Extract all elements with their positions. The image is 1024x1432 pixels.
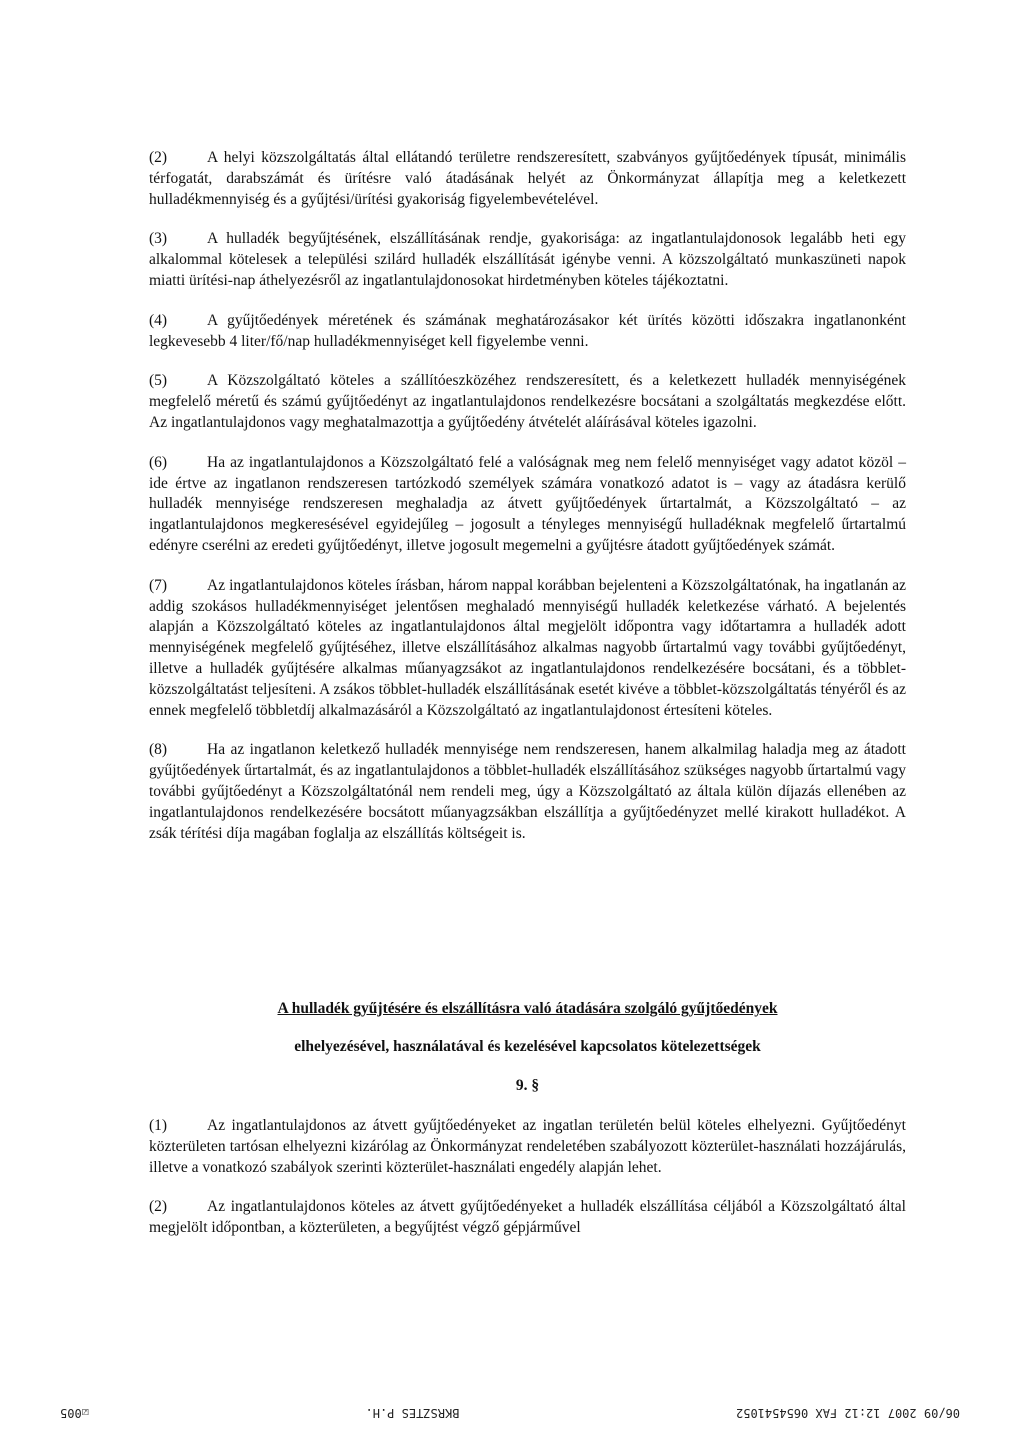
paragraph-9-2 [149, 1197, 906, 1239]
paragraph-number: (2) [149, 1198, 168, 1216]
text-block-bottom [149, 1116, 906, 1258]
paragraph-text: Az ingatlantulajdonos az átvett gyűjtőedényeket az ingatlan területén belül köteles elhelyezni. Gyűjtőedényt közterületen tartósan elhelyezni kizárólag az Önkormányzat rendeletében szabályozott közterület-használati hozzájárulás, illetve a vonatkozó szabályok szerinti közterület-használati engedély alapján lehet. [149, 1117, 906, 1176]
paragraph-text: Ha az ingatlantulajdonos a Közszolgáltató felé a valóságnak meg nem felelő mennyiséget vagy adatot közöl – ide értve az ingatlanon rendszeresen tartózkodó személyek számára vonatkozó adatot is – vagy az átadásra kerülő hulladék mennyisége rendszeresen meghaladja az átvett gyűjtőedények űrtartalmát, a Közszolgáltató – az ingatlantulajdonos megkeresésével egyidejűleg – jogosult a tényleges mennyiségű hulladéknak megfelelő űrtartalmú edényre cserélni az eredeti gyűjtőedényt, illetve jogosult megemelni a gyűjtésre átadott gyűjtőedények számát. [149, 453, 906, 554]
paragraph-text: Ha az ingatlanon keletkező hulladék mennyisége nem rendszeresen, hanem alkalmilag haladja meg az átadott gyűjtőedények űrtartalmát, és az ingatlantulajdonos a többlet-hulladék elszállításához szükséges nagyobb űrtartalmú vagy további gyűjtőedényt a Közszolgáltatónál nem rendeli meg, úgy a Közszolgáltató az általa külön díjazás ellenében az ingatlantulajdonos rendelkezésére bocsátott műanyagzsákban elszállítja a gyűjtőedényzet mellé kirakott hulladékot. A zsák térítési díja magában foglalja az elszállítás költségeit is. [149, 741, 906, 842]
paragraph-number: (1) [149, 1117, 168, 1134]
paragraph-text: Az ingatlantulajdonos köteles az átvett gyűjtőedényeket a hulladék elszállítása céljából a Közszolgáltató által megjelölt időpontban, a közterületen, a begyűjtést végző gépjármű​vel [149, 1198, 906, 1237]
paragraph-5 [149, 371, 906, 433]
paragraph-8 [149, 740, 906, 844]
paragraph-number: (2) [149, 149, 168, 166]
paragraph-number: (8) [149, 741, 168, 759]
paragraph-4 [149, 311, 906, 353]
fax-header-strip [60, 1406, 960, 1420]
paragraph-number: (5) [149, 372, 168, 390]
paragraph-number: (4) [149, 311, 168, 329]
paragraph-number: (6) [149, 453, 168, 471]
section-heading-line2: elhelyezésével, használatával és kezelésével kapcsolatos kötelezettségek [294, 1038, 761, 1055]
fax-sender: BKRSZTES P.H. [365, 1406, 460, 1420]
paragraph-7 [149, 576, 906, 722]
fax-timestamp: 06/09 2007 12:12 FAX 06545410​52 [736, 1406, 960, 1420]
paragraph-text: A Közszolgáltató köteles a szállítóeszközéhez rendszeresített, és a keletkezett hulladék mennyiségének megfelelő méretű és számú gyűjtőedényt az ingatlantulajdonos rendelkezésre bocsátani a szolgáltatás megkezdése előtt. Az ingatlantulajdonos vagy meghatalmazottja a gyűjtőedény átvételét aláírásával köteles igazolni. [149, 372, 906, 431]
paragraph-3 [149, 229, 906, 291]
paragraph-2 [149, 148, 906, 210]
paragraph-text: A helyi közszolgáltatás által ellátandó területre rendszeresített, szabványos gyűjtőedények típusát, minimális térfogatát, darabszámát és ürítésre való átadásának helyét az Önkormányzat állapítja meg a keletkezett hulladékmennyiség és a gyűjtési/ürítési gyakoriság figyelembevételével. [149, 149, 906, 208]
fax-page-number: ☑005 [60, 1406, 89, 1420]
paragraph-text: Az ingatlantulajdonos köteles írásban, három nappal korábban bejelenteni a Közszolgáltatónak, ha ingatlanán az addig szokásos hulladékmennyiséget jelentősen meghaladó mennyiségű hulladék keletkezése várható. A bejelentés alapján a Közszolgáltató köteles az ingatlantulajdonos által megjelölt időpontra vagy időtartamra a hulladék adott mennyiségének megfelelő gyűjtéséhez, illetve elszállításához alkalmas nagyobb űrtartalmú vagy további gyűjtőedényt, illetve a hulladék gyűjtésére alkalmas műanyagzsákot az ingatlantulajdonos rendelkezésére bocsátani, és a többlet-közszolgáltatást teljesíteni. A zsákos többlet-hulladék elszállításának esetét kivéve a többlet-közszolgáltatás tényéről és az ennek megfelelő többletdíj alkalmazásáról a Közszolgáltató az ingatlantulajdonost értesíteni köteles. [149, 576, 906, 719]
section-heading-line1: A hulladék gyűjtésére és elszállításra való átadására szolgáló gyűjtőedények [277, 1000, 778, 1017]
paragraph-text: A gyűjtőedények méretének és számának meghatározásakor két ürítés közötti időszakra ingatlanonként legkevesebb 4 liter/fő/nap hulladékmennyiséget kell figyelembe venni. [149, 311, 906, 350]
text-block-top [149, 148, 906, 863]
paragraph-9-1 [149, 1116, 906, 1178]
paragraph-text: A hulladék begyűjtésének, elszállításának rendje, gyakorisága: az ingatlantulajdonosok legalább heti egy alkalommal kötelesek a települési szilárd hulladék elszállítását igénybe venni. A közszolgáltató munkaszüneti napok miatti ürítési-nap áthelyezésről az ingatlantulajdonosokat hirdetményben köteles tájékoztatni. [149, 230, 906, 289]
paragraph-number: (3) [149, 230, 168, 248]
section-number: 9. § [515, 1077, 540, 1094]
paragraph-6 [149, 453, 906, 557]
paragraph-number: (7) [149, 576, 168, 594]
